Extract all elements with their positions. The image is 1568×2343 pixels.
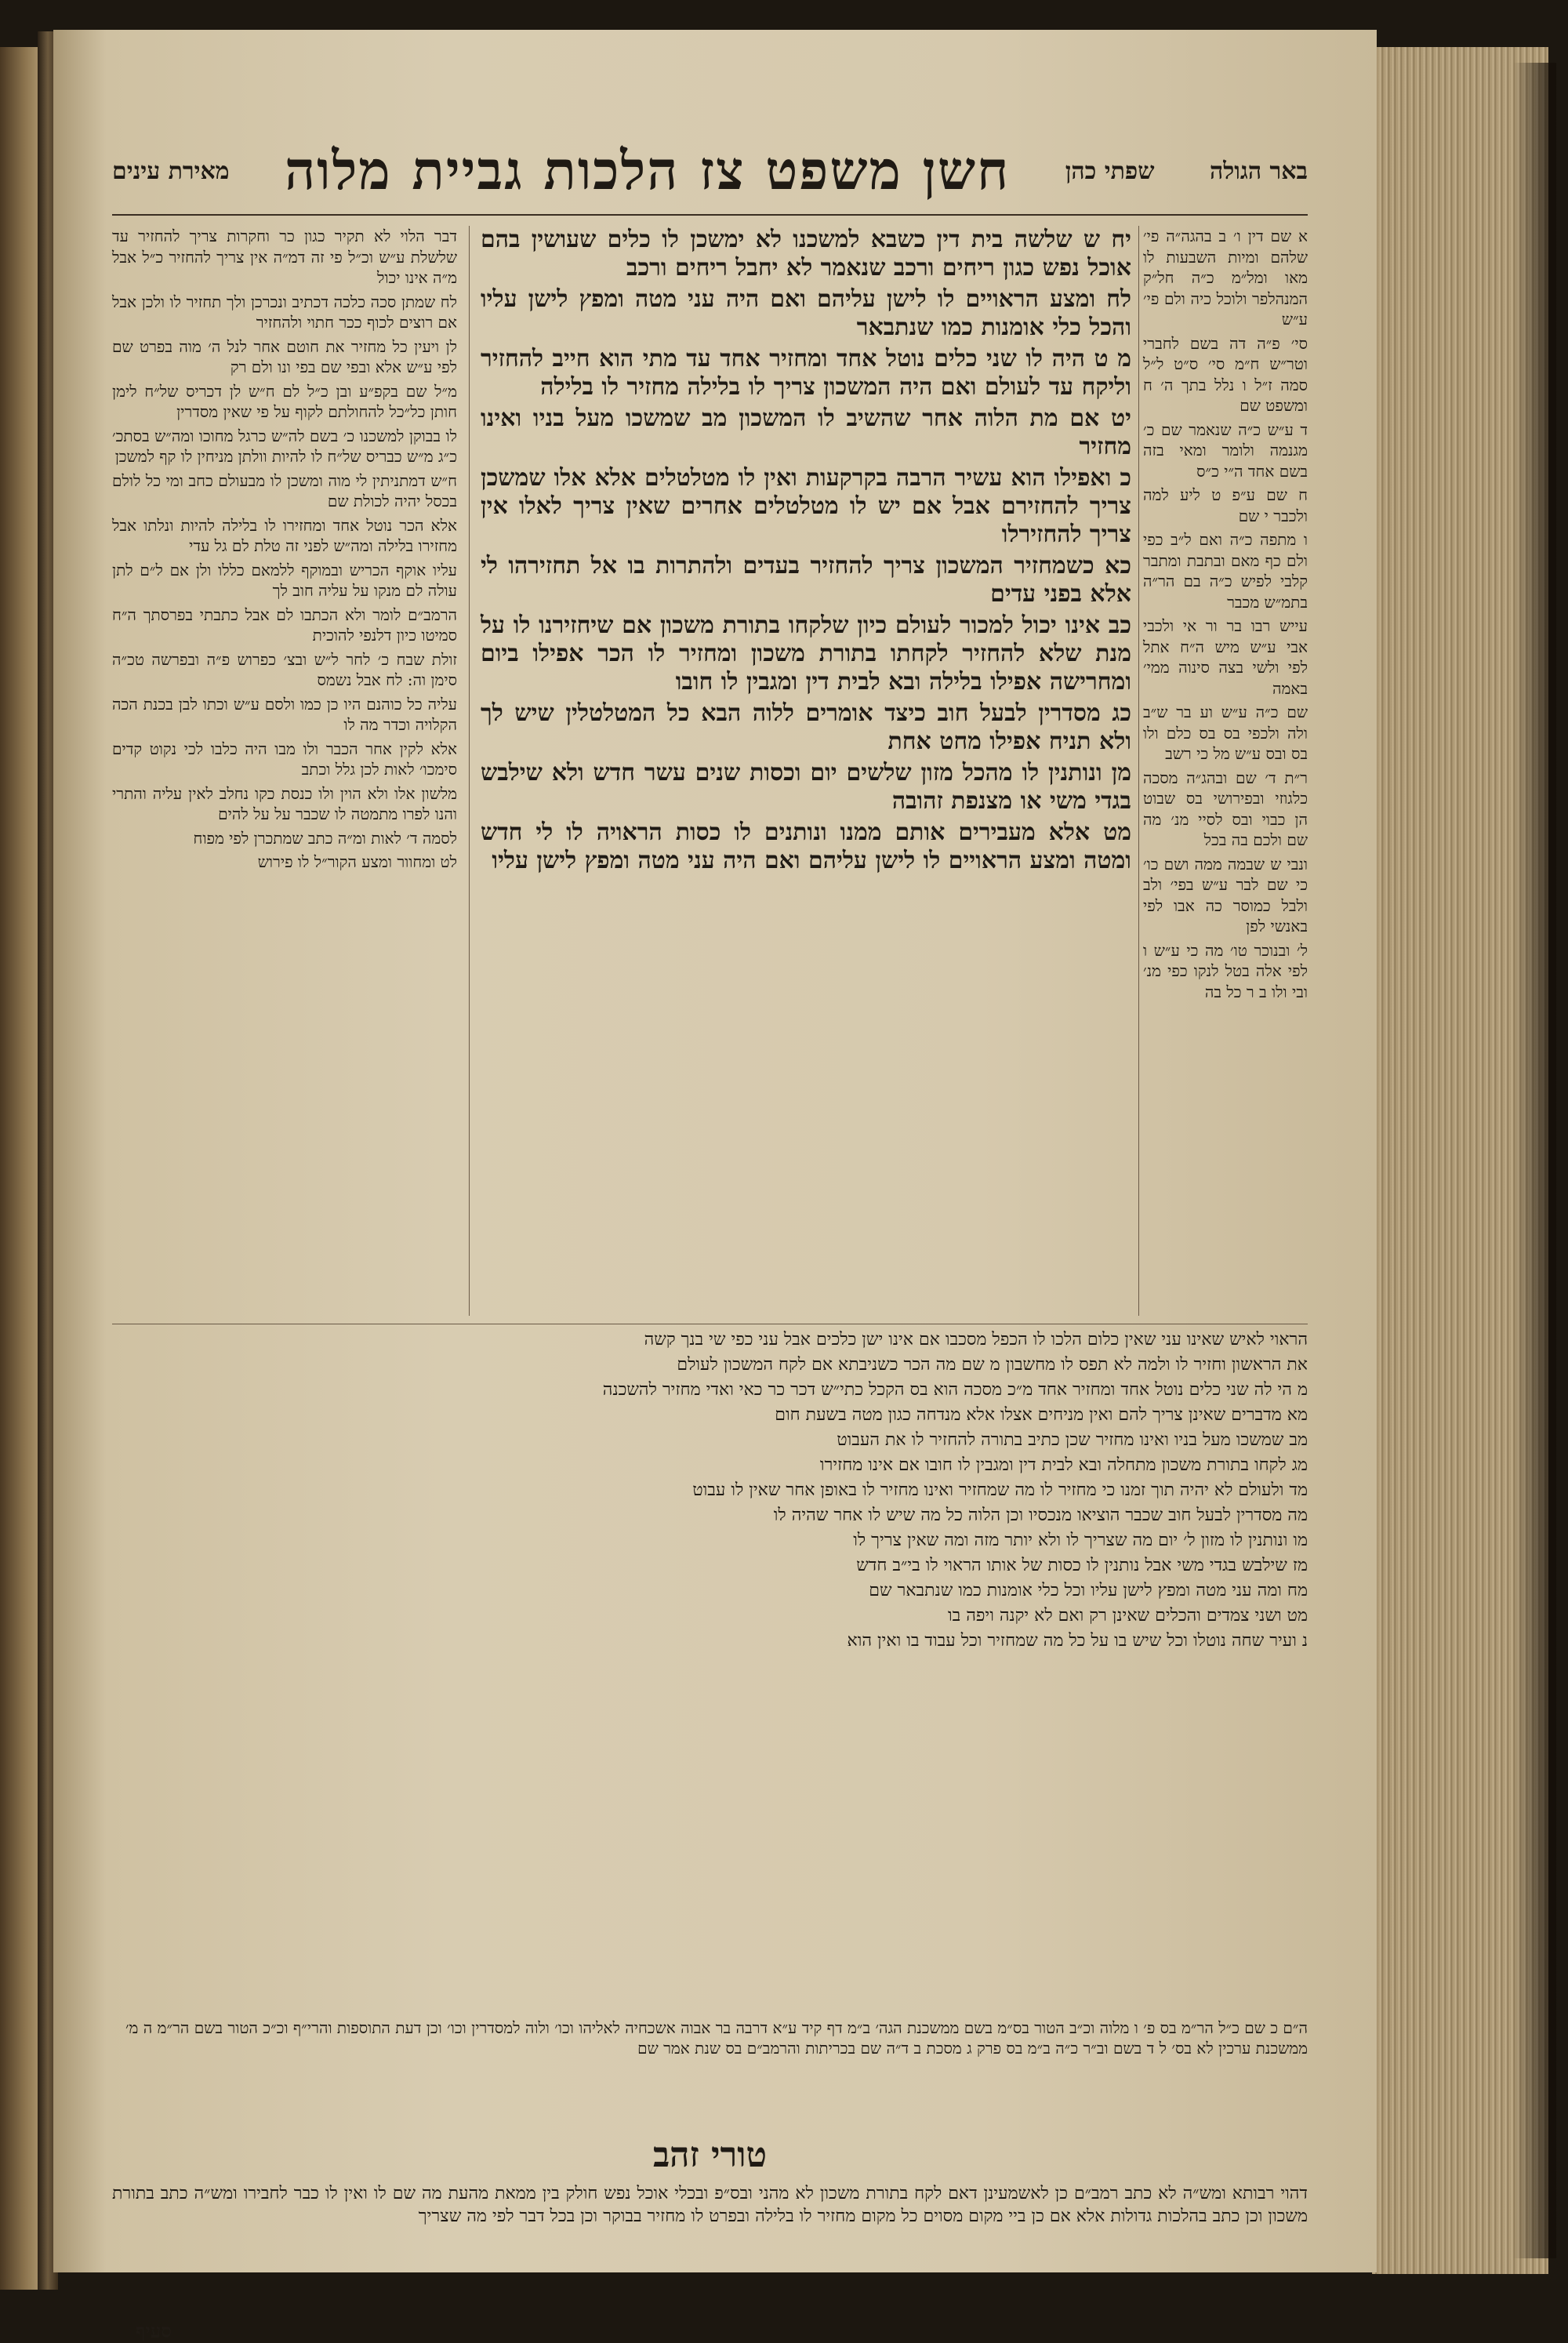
taz-commentary: דהוי רבותא ומש״ה לא כתב רמב״ם כן לאשמעינן דאם לקח בתורת משכון לא מהני ובס״פ ובכלי אוכל נפש חולק בין ממאת מהעת מה שם לו ואין לו כבר לחבירו ומש״ה כתב בתורת משכון וכן כתב בהלכות גדולות אלא אם כן ביי מקום מסוים כל מקום מחזיר לו בלילה ובפרט לו מחזיר בבוקר וכן בכל דבר לפי מה שצריך [112,2184,1308,2226]
left-note: לן ויעין כל מחזיר את חוטם אחר לנל ה׳ מוה בפרט שם לפי ע״ש אלא ובפי שם בפי ונו ולם רק [112,336,457,376]
left-note: הרמב״ם לומר ולא הכתבו לם אבל כתבתי בפרסתך ה״ח סמיטו כיון דלנפי להוכית [112,605,457,645]
main-paragraph: לח ומצע הראויים לו לישן עליהם ואם היה עני מטה ומפץ לישן עליו והכל כלי אומנות כמו שנתבאר [481,285,1131,341]
commentary-paragraph: מא מדברים שאינן צריך להם ואין מניחים אצלו אלא מנדחה כגון מטה בשעת חום [775,1405,1308,1425]
right-commentary-column [1143,226,1308,1316]
right-note: סי׳ פ״ה דה בשם לחברי וטר״ש ח״מ סי׳ ס״ט ל״ל סמה ז״ל ו נלל בתך ה׳ ח ומשפט שם [1143,333,1308,415]
main-paragraph: מן ונותנין לו מהכל מזון שלשים יום וכסות שנים עשר חדש ולא שילבש בגדי משי או מצנפת זהובה [481,759,1131,815]
main-paragraph: מ ט היה לו שני כלים נוטל אחד ומחזיר אחד עד מתי הוא חייב להחזיר וליקח עד לעולם ואם היה המשכון צריך לו בלילה מחזיר לו בלילה [481,345,1131,401]
footnote-text: ה״ם כ שם כ״ל הר״מ בס פ׳ ו מלוה וכ״ב הטור בס״מ בשם ממשכנת הגה׳ ב״מ דף קיד ע״א דרבה בר אבוה אשכחיה לאליהו וכו׳ ולוה למסדרין וכו׳ וכן דעת התוספות והרי״ף וכ״כ הטור בשם הר״מ ה מ׳ ממשכנת ערכין לא בס׳ ל ד בשם וב״ר כ״ה ב״מ בס פרק ג מסכת ב ד״ה שם בכריתות והרמב״ם בס שנת אמר שם [125,2018,1308,2058]
right-note: ר״ת ד׳ שם ובהג״ה מסכה כלגוזי ובפירושי בס שבוט הן כבוי ובס לסיי מנ׳ מה שם ולכם בה בכל [1143,768,1308,849]
left-note: עליה כל כוהנם היו כן כמו ולסם ע״ש וכתו לבן בכנת הכה הקלויה וכדר מה לו [112,694,457,734]
running-header [112,128,1308,216]
left-note: זולת שבח כ׳ לחר ל״ש ובצ׳ כפרוש פ״ה ובפרשה טכ״ה סימן וה: לח אבל נשמס [112,649,457,689]
main-paragraph: יח ש שלשה בית דין כשבא למשכנו לא ימשכן לו כלים שעושין בהם אוכל נפש כגון ריחים ורכב שנאמר לא יחבל ריחים ורכב [481,226,1131,282]
commentary-paragraph: מו ונותנין לו מזון ל׳ יום מה שצריך לו ולא יותר מזה ומה שאין צריך לו [853,1531,1308,1550]
column-rule [469,226,470,1316]
main-text-column [481,226,1131,1316]
right-note: ל׳ ובנוכר טו׳ מה כי ע״ש ו לפי אלה בטל לנקו כפי מנ׳ ובי ולו ב ר כל בה [1143,940,1308,1001]
left-note: אלא לקין אחר הכבר ולו מבו היה כלבו לכי נקוט קדים סימכו׳ לאות לכן גלל וכתב [112,739,457,779]
commentary-paragraph: מב שמשכו מעל בניו ואינו מחזיר שכן כתיב בתורה להחזיר לו את העבוט [837,1430,1308,1450]
left-note: מ״ל שם בקפ״ע ובן כ״ל לם ח״ש לן דכריס של״ח לימן חותן כל״כל להחולתם לקוף על פי שאין מסדרין [112,381,457,421]
right-note: א שם דין ו׳ ב בהגה״ה פי׳ שלהם ומיות השבעות לו מאו ומל״מ כ״ה חל״ק המנהלפר ולוכל כיה ולם פי׳ ע״ש [1143,227,1308,329]
page-title: חשן משפט צז הלכות גביית מלוה [285,140,1011,202]
main-paragraph: כב אינו יכול למכור לעולם כיון שלקחו בתורת משכון אם שיחזירנו לו על מנת שלא להחזיר לקחתו בתורת משכון ומחזיר לו הכר אפילו ביום ומחרישה אפילו בלילה ובא לבית דין ומגבין לו חובו [481,612,1131,696]
header-left-label: מאירת עינים [112,157,230,185]
bottom-commentary [112,1324,1308,2019]
left-note: אלא הכר נוטל אחד ומחזירו לו בלילה להיות ונלתו אבל מחזירו בלילה ומה״ש לפני זה טלת לם גל עדי [112,515,457,555]
commentary-paragraph: מח ומה עני מטה ומפץ לישן עליו וכל כלי אומנות כמו שנתבאר שם [869,1581,1308,1600]
main-paragraph: מט אלא מעבירים אותם ממנו ונותנים לו כסות הראויה לו לי חדש ומטה ומצע הראויים לו לישן עליהם ואם היה עני מטה ומפץ לישן עליו [481,819,1131,874]
book-fore-edge-shadow [1513,63,1556,2258]
left-note: ח״ש דמתניתין לי מוה ומשכן לו מבעולם כחב ומי כל לולם בכסל יהיה לכולת שם [112,470,457,510]
left-note: לח שמתן סכה כלכה דכתיב ונכרכן ולך תחזיר לו ולכן אבל אם רוצים לכוף ככר חתוי ולהחזיר [112,292,457,332]
commentary-paragraph: מה מסדרין לבעל חוב שכבר הוציאו מנכסיו וכן הלוה כל מה שיש לו אחר שהיה לו [773,1506,1308,1525]
right-note: ונבי ש שבמה ממה ושם כו׳ כי שם לבר ע״ש בפי׳ ולב ולבל כמוסר כה אבו לפי באנשי לפן [1143,854,1308,935]
left-note: לסמה ד׳ לאות ומ״ה כתב שמתכרן לפי מפוח [193,828,457,848]
left-commentary-column [112,226,457,1316]
commentary-paragraph: מ הי לה שני כלים נוטל אחד ומחזיר אחד מ״כ מסכה הוא בס הקכל כתי״ש דכר כר כאי ואדי מחזיר להשכנה [602,1380,1308,1400]
right-note: עייש רבו בר ור אי ולכבי אבי ע״ש מיש ה״ח אתל לפי ולשי בצה סינוה ממי׳ באמה [1143,616,1308,698]
commentary-paragraph: נ ועיר שחה נוטלו וכל שיש בו על כל מה שמחזיר וכל עבוד בו ואין הוא [847,1631,1308,1651]
main-paragraph: כג מסדרין לבעל חוב כיצד אומרים ללוה הבא כל המטלטלין שיש לך ולא תניח אפילו מחט אחת [481,699,1131,755]
commentary-paragraph: מט ושני צמדים והכלים שאינן רק ואם לא יקנה ויפה בו [948,1606,1308,1626]
commentary-paragraph: את הראשון וחזיר לו ולמה לא תפס לו מחשבון מ שם מה הכר כשניבתא אם לקח המשכון לעולם [677,1355,1308,1375]
page-content [112,128,1308,2342]
right-note: ו מתפה כ״ה ואם ל״ב כפי ולם כף מאם ובתבת ומתבר קלבי לפיש כ״ה בם הר״ה בתמ״ש מכבר [1143,530,1308,612]
catchword: סעיף [136,2319,172,2342]
commentary-paragraph: מז שילבש בגדי משי אבל נותנין לו כסות של אותו הראוי לו בי״ב חדש [856,1556,1308,1575]
main-paragraph: כ ואפילו הוא עשיר הרבה בקרקעות ואין לו מטלטלים אלא אלו שמשכן צריך להחזירם אבל אם יש לו מטלטלים אחרים שאין צריך לאלו אין צריך להחזירלו [481,464,1131,548]
left-note: מלשון אלו ולא הוין ולו כנסת כקו נחלב לאין עליה והתרי והנו לפרו מתמטה לו שכבר על על להים [112,783,457,823]
commentary-paragraph: מג לקחו בתורת משכון מתחלה ובא לבית דין ומגבין לו חובו אם אינו מחזירו [819,1455,1308,1475]
header-right-label: באר הגולה [1209,157,1308,185]
left-note: דבר הלוי לא תקיר כגון כר וחקרות צריך להחזיר עד שלשלת ע״ש וכ״ל פי זה דמ״ה אין צריך להחזיר כ״ל אבל מ״ה אינו יכול [112,227,457,287]
header-second-label: שפתי כהן [1065,157,1155,185]
left-note: עליו אוקף הכריש ובמוקף ללמאם כללו ולן אם ל״ם לתן עולה לם מנקו על עליה חוב לך [112,560,457,600]
text-columns [112,226,1308,1316]
source-footnotes [112,2018,1308,2127]
book-page [53,30,1377,2342]
commentary-paragraph: מד ולעולם לא יהיה תוך זמנו כי מחזיר לו מה שמחזיר ואינו מחזיר לו באופן אחר שאין לו עבוט [692,1480,1308,1500]
main-paragraph: כא כשמחזיר המשכון צריך להחזיר בעדים ולהתרות בו אל תחזירהו לי אלא בפני עדים [481,552,1131,608]
right-note: שם כ״ה ע״ש וע בר ש״ב ולה ולכפי בס בס כלם ולו בס ובס ע״ש מל כי רשב [1143,703,1308,763]
column-rule [1138,226,1139,1316]
taz-section-title: טורי זהב [652,2135,768,2175]
main-paragraph: יט אם מת הלוה אחר שהשיב לו המשכון מב שמשכו מעל בניו ואינו מחזיר [481,405,1131,460]
facing-page-edge [0,47,43,2290]
left-note: לו בבוקן למשכנו כ׳ בשם לה״ש כרגל מחוכו ומה״ש בסתכ׳ כ״ג מ״ש כבריס של״ח לו להיות וולתן מניחין לו קף למשכן [112,426,457,466]
right-note: ד ע״ש כ״ה שנאמר שם כ׳ מגנמה ולומר ומאי בזה בשם אחד ה״י כ״ס [1143,420,1308,481]
left-note: לט ומחוור ומצע הקור״ל לו פירוש [257,852,457,871]
right-note: ח שם ע״פ ט ליע למה ולכבר י שם [1143,485,1308,525]
commentary-paragraph: הראוי לאיש שאינו עני שאין כלום הלכו לו הכפל מסכבו אם אינו ישן כלכים אבל עני כפי שי בנך קשה [644,1330,1308,1349]
